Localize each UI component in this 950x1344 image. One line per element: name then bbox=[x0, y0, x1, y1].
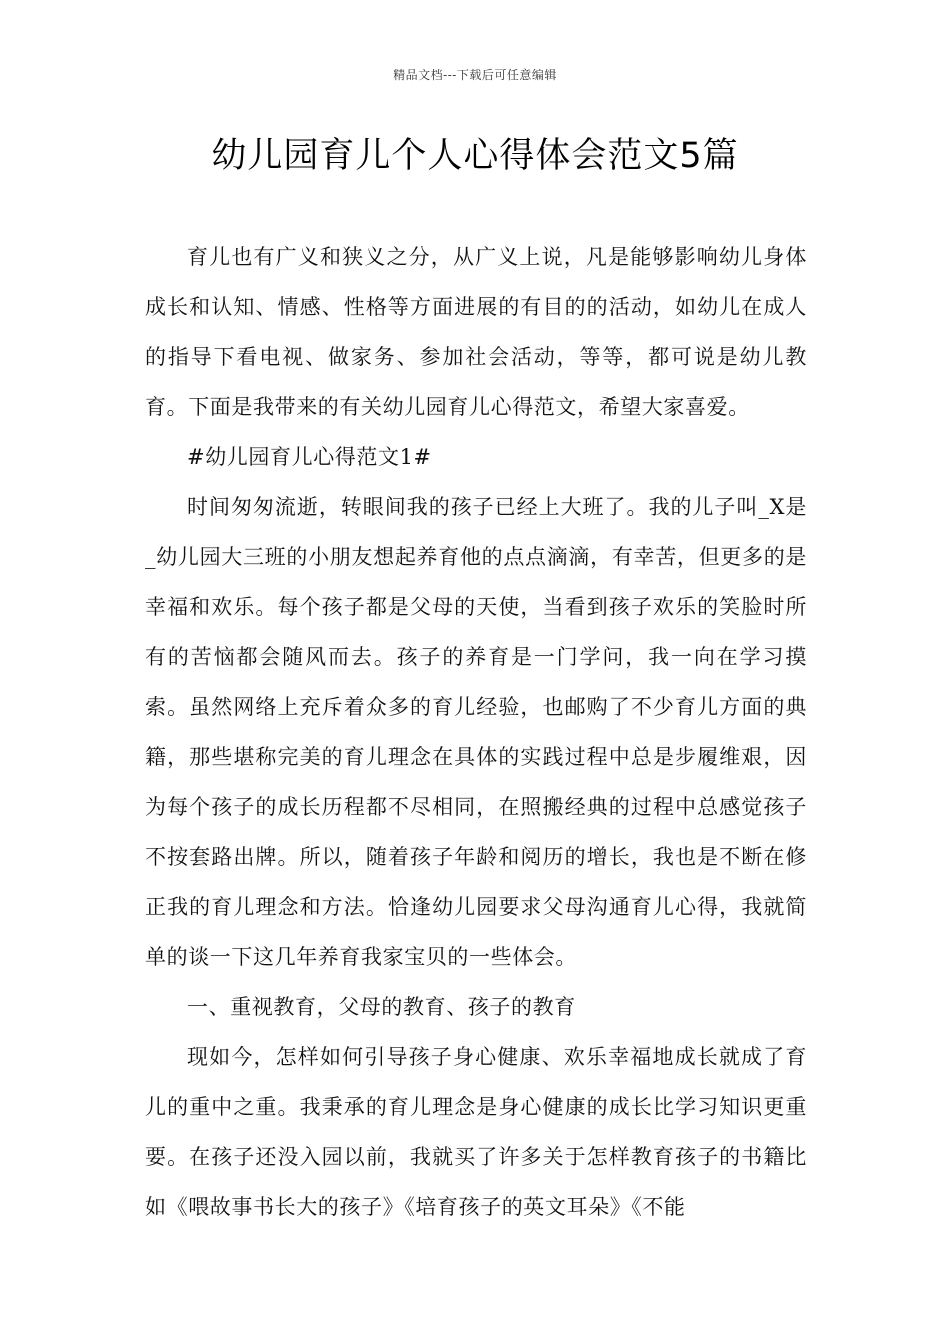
document-title: 幼儿园育儿个人心得体会范文5篇 bbox=[211, 136, 739, 176]
paragraph-point-1: 现如今，怎样如何引导孩子身心健康、欢乐幸福地成长就成了育儿的重中之重。我秉承的育儿理念是身心健康的成长比学习知识更重要。在孩子还没入园以前，我就买了许多关于怎样教育孩子的书籍比如《喂故事书长大的孩子》《培育孩子的英文耳朵》《不能 bbox=[145, 1045, 807, 1219]
paragraph-intro: 育儿也有广义和狭义之分，从广义上说，凡是能够影响幼儿身体成长和认知、情感、性格等方面进展的有目的的活动，如幼儿在成人的指导下看电视、做家务、参加社会活动，等等，都可说是幼儿教育。下面是我带来的有关幼儿园育儿心得范文，希望大家喜爱。 bbox=[145, 245, 807, 419]
header-note: 精品文档---下载后可任意编辑 bbox=[393, 68, 557, 82]
section-heading-essay-1: #幼儿园育儿心得范文1# bbox=[187, 445, 432, 469]
document-body bbox=[145, 232, 807, 1232]
paragraph-essay-1-opening: 时间匆匆流逝，转眼间我的孩子已经上大班了。我的儿子叫_X是_幼儿园大三班的小朋友想起养育他的点点滴滴，有幸苦，但更多的是幸福和欢乐。每个孩子都是父母的天使，当看到孩子欢乐的笑脸时所有的苦恼都会随风而去。孩子的养育是一门学问，我一向在学习摸索。虽然网络上充斥着众多的育儿经验，也邮购了不少育儿方面的典籍，那些堪称完美的育儿理念在具体的实践过程中总是步履维艰，因为每个孩子的成长历程都不尽相同，在照搬经典的过程中总感觉孩子不按套路出牌。所以，随着孩子年龄和阅历的增长，我也是不断在修正我的育儿理念和方法。恰逢幼儿园要求父母沟通育儿心得，我就简单的谈一下这几年养育我家宝贝的一些体会。 bbox=[145, 495, 807, 969]
section-heading-point-1: 一、重视教育，父母的教育、孩子的教育 bbox=[187, 995, 576, 1019]
